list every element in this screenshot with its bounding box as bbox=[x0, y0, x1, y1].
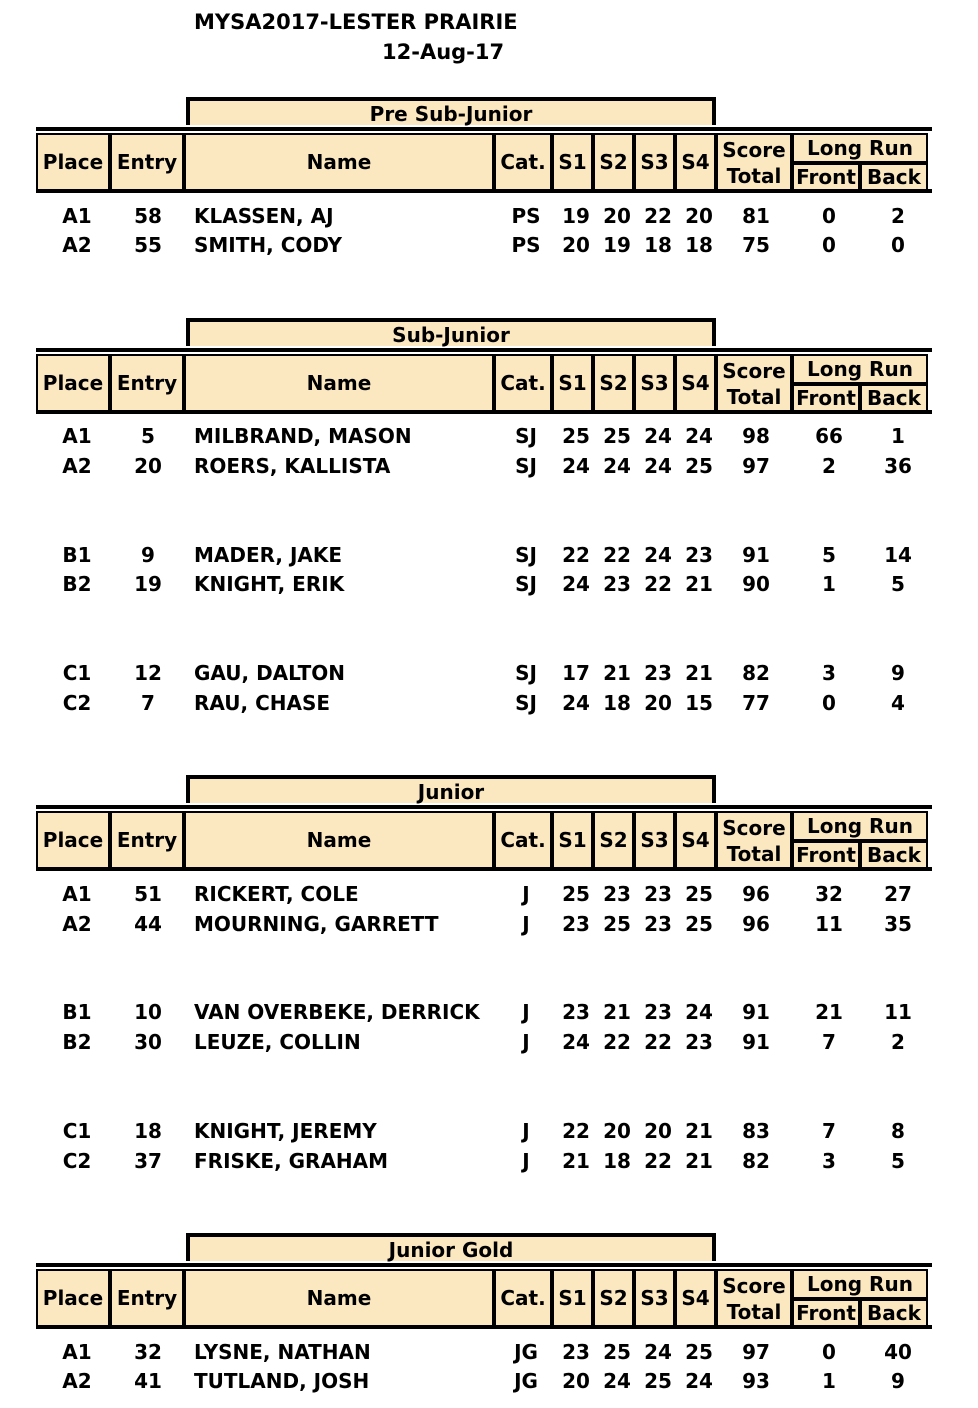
column-header-bar bbox=[36, 127, 932, 193]
header-total: Total bbox=[726, 164, 782, 188]
header-s1: S1 bbox=[552, 1269, 593, 1327]
cell-s2: 20 bbox=[603, 1119, 631, 1143]
cell-total: 81 bbox=[742, 204, 770, 228]
header-s2: S2 bbox=[593, 354, 634, 412]
header-total: Total bbox=[726, 842, 782, 866]
cell-s2: 22 bbox=[603, 1030, 631, 1054]
cell-entry: 55 bbox=[134, 233, 162, 257]
cell-name: LYSNE, NATHAN bbox=[194, 1340, 371, 1364]
table-row bbox=[0, 230, 978, 260]
cell-s4: 25 bbox=[685, 454, 713, 478]
cell-back: 11 bbox=[884, 1000, 912, 1024]
cell-name: SMITH, CODY bbox=[194, 233, 342, 257]
cell-front: 66 bbox=[815, 424, 843, 448]
cell-place: A2 bbox=[62, 912, 92, 936]
cell-s2: 24 bbox=[603, 1369, 631, 1393]
cell-s1: 25 bbox=[562, 424, 590, 448]
table-row bbox=[0, 1366, 978, 1396]
cell-cat: SJ bbox=[515, 691, 537, 715]
cell-entry: 41 bbox=[134, 1369, 162, 1393]
cell-entry: 7 bbox=[141, 691, 155, 715]
cell-front: 0 bbox=[822, 233, 836, 257]
cell-cat: J bbox=[522, 912, 530, 936]
cell-cat: J bbox=[522, 1119, 530, 1143]
cell-cat: J bbox=[522, 1000, 530, 1024]
table-row bbox=[0, 688, 978, 718]
cell-back: 2 bbox=[891, 1030, 905, 1054]
header-score-total bbox=[716, 1269, 792, 1327]
cell-s1: 20 bbox=[562, 1369, 590, 1393]
cell-cat: SJ bbox=[515, 424, 537, 448]
cell-s4: 23 bbox=[685, 543, 713, 567]
cell-name: LEUZE, COLLIN bbox=[194, 1030, 361, 1054]
cell-entry: 12 bbox=[134, 661, 162, 685]
header-back: Back bbox=[860, 1299, 928, 1327]
header-cat: Cat. bbox=[494, 811, 552, 869]
cell-s1: 22 bbox=[562, 543, 590, 567]
cell-place: B2 bbox=[62, 1030, 92, 1054]
cell-place: A2 bbox=[62, 233, 92, 257]
table-row bbox=[0, 540, 978, 570]
cell-s2: 25 bbox=[603, 424, 631, 448]
header-long-run: Long Run bbox=[792, 133, 928, 163]
cell-s2: 23 bbox=[603, 882, 631, 906]
cell-s3: 24 bbox=[644, 454, 672, 478]
cell-front: 0 bbox=[822, 1340, 836, 1364]
cell-cat: J bbox=[522, 882, 530, 906]
cell-front: 32 bbox=[815, 882, 843, 906]
results-section bbox=[0, 97, 978, 257]
cell-entry: 18 bbox=[134, 1119, 162, 1143]
cell-total: 77 bbox=[742, 691, 770, 715]
cell-back: 0 bbox=[891, 233, 905, 257]
cell-s3: 18 bbox=[644, 233, 672, 257]
cell-total: 83 bbox=[742, 1119, 770, 1143]
header-score: Score bbox=[722, 359, 786, 383]
cell-s4: 25 bbox=[685, 882, 713, 906]
header-s3: S3 bbox=[634, 133, 675, 191]
column-header-bar bbox=[36, 1263, 932, 1329]
cell-s1: 17 bbox=[562, 661, 590, 685]
cell-s4: 18 bbox=[685, 233, 713, 257]
cell-s2: 25 bbox=[603, 912, 631, 936]
cell-s4: 20 bbox=[685, 204, 713, 228]
cell-front: 1 bbox=[822, 572, 836, 596]
header-entry: Entry bbox=[110, 354, 184, 412]
cell-total: 91 bbox=[742, 543, 770, 567]
cell-s2: 22 bbox=[603, 543, 631, 567]
cell-name: MOURNING, GARRETT bbox=[194, 912, 439, 936]
cell-s3: 23 bbox=[644, 661, 672, 685]
header-cat: Cat. bbox=[494, 1269, 552, 1327]
cell-name: MILBRAND, MASON bbox=[194, 424, 412, 448]
results-section bbox=[0, 318, 978, 715]
table-row bbox=[0, 569, 978, 599]
cell-s3: 20 bbox=[644, 1119, 672, 1143]
cell-total: 90 bbox=[742, 572, 770, 596]
cell-s2: 23 bbox=[603, 572, 631, 596]
cell-s1: 22 bbox=[562, 1119, 590, 1143]
header-cat: Cat. bbox=[494, 133, 552, 191]
cell-total: 97 bbox=[742, 1340, 770, 1364]
header-cat: Cat. bbox=[494, 354, 552, 412]
cell-s4: 21 bbox=[685, 661, 713, 685]
cell-place: C2 bbox=[62, 691, 92, 715]
cell-s3: 22 bbox=[644, 204, 672, 228]
header-front: Front bbox=[792, 1299, 860, 1327]
cell-s3: 24 bbox=[644, 543, 672, 567]
cell-s3: 24 bbox=[644, 424, 672, 448]
cell-cat: SJ bbox=[515, 661, 537, 685]
cell-place: A1 bbox=[62, 1340, 92, 1364]
cell-s4: 23 bbox=[685, 1030, 713, 1054]
header-score-total bbox=[716, 811, 792, 869]
cell-back: 4 bbox=[891, 691, 905, 715]
cell-name: GAU, DALTON bbox=[194, 661, 345, 685]
cell-back: 35 bbox=[884, 912, 912, 936]
cell-s1: 24 bbox=[562, 454, 590, 478]
cell-front: 7 bbox=[822, 1030, 836, 1054]
cell-place: C1 bbox=[62, 1119, 92, 1143]
table-row bbox=[0, 201, 978, 231]
cell-total: 96 bbox=[742, 912, 770, 936]
header-name: Name bbox=[184, 354, 494, 412]
cell-back: 14 bbox=[884, 543, 912, 567]
cell-place: A1 bbox=[62, 204, 92, 228]
header-back: Back bbox=[860, 384, 928, 412]
cell-back: 36 bbox=[884, 454, 912, 478]
event-date: 12-Aug-17 bbox=[382, 40, 505, 64]
cell-place: A2 bbox=[62, 1369, 92, 1393]
header-place: Place bbox=[36, 354, 110, 412]
header-s2: S2 bbox=[593, 133, 634, 191]
cell-entry: 10 bbox=[134, 1000, 162, 1024]
cell-back: 5 bbox=[891, 1149, 905, 1173]
header-long-run: Long Run bbox=[792, 1269, 928, 1299]
cell-front: 3 bbox=[822, 661, 836, 685]
cell-s1: 21 bbox=[562, 1149, 590, 1173]
table-row bbox=[0, 1116, 978, 1146]
cell-total: 97 bbox=[742, 454, 770, 478]
cell-s4: 21 bbox=[685, 1149, 713, 1173]
cell-cat: PS bbox=[511, 233, 541, 257]
results-section bbox=[0, 775, 978, 1173]
cell-s2: 18 bbox=[603, 691, 631, 715]
cell-s2: 19 bbox=[603, 233, 631, 257]
header-place: Place bbox=[36, 1269, 110, 1327]
cell-front: 2 bbox=[822, 454, 836, 478]
cell-cat: JG bbox=[514, 1340, 538, 1364]
cell-s4: 24 bbox=[685, 1369, 713, 1393]
results-section bbox=[0, 1233, 978, 1393]
cell-front: 21 bbox=[815, 1000, 843, 1024]
header-score: Score bbox=[722, 816, 786, 840]
cell-s4: 21 bbox=[685, 1119, 713, 1143]
header-score-total bbox=[716, 354, 792, 412]
cell-entry: 19 bbox=[134, 572, 162, 596]
cell-s3: 25 bbox=[644, 1369, 672, 1393]
header-back: Back bbox=[860, 163, 928, 191]
cell-back: 9 bbox=[891, 661, 905, 685]
cell-s4: 21 bbox=[685, 572, 713, 596]
header-name: Name bbox=[184, 1269, 494, 1327]
cell-total: 96 bbox=[742, 882, 770, 906]
cell-name: VAN OVERBEKE, DERRICK bbox=[194, 1000, 480, 1024]
cell-front: 1 bbox=[822, 1369, 836, 1393]
cell-back: 9 bbox=[891, 1369, 905, 1393]
header-long-run: Long Run bbox=[792, 811, 928, 841]
cell-back: 27 bbox=[884, 882, 912, 906]
cell-cat: SJ bbox=[515, 543, 537, 567]
cell-entry: 20 bbox=[134, 454, 162, 478]
cell-total: 75 bbox=[742, 233, 770, 257]
cell-s4: 24 bbox=[685, 1000, 713, 1024]
header-place: Place bbox=[36, 133, 110, 191]
cell-cat: PS bbox=[511, 204, 541, 228]
cell-front: 0 bbox=[822, 691, 836, 715]
cell-place: A1 bbox=[62, 424, 92, 448]
cell-front: 0 bbox=[822, 204, 836, 228]
header-s4: S4 bbox=[675, 133, 716, 191]
cell-name: ROERS, KALLISTA bbox=[194, 454, 391, 478]
header-entry: Entry bbox=[110, 1269, 184, 1327]
header-score: Score bbox=[722, 1274, 786, 1298]
cell-s2: 18 bbox=[603, 1149, 631, 1173]
cell-s3: 22 bbox=[644, 572, 672, 596]
column-header-bar bbox=[36, 348, 932, 414]
cell-s1: 25 bbox=[562, 882, 590, 906]
cell-front: 7 bbox=[822, 1119, 836, 1143]
cell-s4: 25 bbox=[685, 1340, 713, 1364]
cell-entry: 44 bbox=[134, 912, 162, 936]
table-row bbox=[0, 421, 978, 451]
cell-total: 82 bbox=[742, 661, 770, 685]
cell-name: KNIGHT, ERIK bbox=[194, 572, 345, 596]
cell-s2: 20 bbox=[603, 204, 631, 228]
header-entry: Entry bbox=[110, 133, 184, 191]
cell-s1: 23 bbox=[562, 1000, 590, 1024]
header-s1: S1 bbox=[552, 354, 593, 412]
header-s1: S1 bbox=[552, 133, 593, 191]
header-s4: S4 bbox=[675, 1269, 716, 1327]
header-s3: S3 bbox=[634, 811, 675, 869]
cell-entry: 5 bbox=[141, 424, 155, 448]
cell-place: A1 bbox=[62, 882, 92, 906]
cell-back: 40 bbox=[884, 1340, 912, 1364]
cell-name: RAU, CHASE bbox=[194, 691, 331, 715]
cell-s3: 22 bbox=[644, 1030, 672, 1054]
header-name: Name bbox=[184, 133, 494, 191]
cell-s1: 19 bbox=[562, 204, 590, 228]
cell-total: 93 bbox=[742, 1369, 770, 1393]
cell-name: KLASSEN, AJ bbox=[194, 204, 334, 228]
cell-s1: 20 bbox=[562, 233, 590, 257]
table-row bbox=[0, 1027, 978, 1057]
table-row bbox=[0, 451, 978, 481]
cell-s3: 20 bbox=[644, 691, 672, 715]
table-row bbox=[0, 658, 978, 688]
column-header-bar bbox=[36, 805, 932, 871]
cell-entry: 9 bbox=[141, 543, 155, 567]
cell-name: TUTLAND, JOSH bbox=[194, 1369, 370, 1393]
cell-name: FRISKE, GRAHAM bbox=[194, 1149, 389, 1173]
header-s3: S3 bbox=[634, 354, 675, 412]
header-s4: S4 bbox=[675, 811, 716, 869]
cell-cat: JG bbox=[514, 1369, 538, 1393]
header-front: Front bbox=[792, 384, 860, 412]
section-title: Junior bbox=[186, 775, 716, 803]
cell-cat: SJ bbox=[515, 572, 537, 596]
cell-name: KNIGHT, JEREMY bbox=[194, 1119, 377, 1143]
cell-s4: 24 bbox=[685, 424, 713, 448]
cell-place: B1 bbox=[62, 1000, 92, 1024]
cell-s3: 23 bbox=[644, 912, 672, 936]
cell-front: 3 bbox=[822, 1149, 836, 1173]
header-score: Score bbox=[722, 138, 786, 162]
cell-place: C1 bbox=[62, 661, 92, 685]
cell-s3: 23 bbox=[644, 1000, 672, 1024]
table-row bbox=[0, 1146, 978, 1176]
cell-front: 11 bbox=[815, 912, 843, 936]
cell-s4: 25 bbox=[685, 912, 713, 936]
header-score-total bbox=[716, 133, 792, 191]
cell-back: 5 bbox=[891, 572, 905, 596]
cell-entry: 30 bbox=[134, 1030, 162, 1054]
cell-place: B2 bbox=[62, 572, 92, 596]
cell-entry: 32 bbox=[134, 1340, 162, 1364]
cell-name: RICKERT, COLE bbox=[194, 882, 359, 906]
cell-back: 8 bbox=[891, 1119, 905, 1143]
cell-s1: 23 bbox=[562, 912, 590, 936]
header-s3: S3 bbox=[634, 1269, 675, 1327]
cell-front: 5 bbox=[822, 543, 836, 567]
header-total: Total bbox=[726, 385, 782, 409]
cell-s3: 22 bbox=[644, 1149, 672, 1173]
cell-back: 2 bbox=[891, 204, 905, 228]
cell-cat: J bbox=[522, 1030, 530, 1054]
header-front: Front bbox=[792, 841, 860, 869]
header-name: Name bbox=[184, 811, 494, 869]
table-row bbox=[0, 1337, 978, 1367]
header-back: Back bbox=[860, 841, 928, 869]
header-front: Front bbox=[792, 163, 860, 191]
cell-s2: 21 bbox=[603, 1000, 631, 1024]
cell-total: 82 bbox=[742, 1149, 770, 1173]
section-title: Sub-Junior bbox=[186, 318, 716, 346]
cell-entry: 58 bbox=[134, 204, 162, 228]
cell-cat: SJ bbox=[515, 454, 537, 478]
cell-s3: 23 bbox=[644, 882, 672, 906]
header-s4: S4 bbox=[675, 354, 716, 412]
cell-place: B1 bbox=[62, 543, 92, 567]
header-s1: S1 bbox=[552, 811, 593, 869]
cell-place: A2 bbox=[62, 454, 92, 478]
section-title: Pre Sub-Junior bbox=[186, 97, 716, 125]
cell-s2: 25 bbox=[603, 1340, 631, 1364]
cell-s2: 21 bbox=[603, 661, 631, 685]
cell-back: 1 bbox=[891, 424, 905, 448]
header-entry: Entry bbox=[110, 811, 184, 869]
cell-entry: 37 bbox=[134, 1149, 162, 1173]
table-row bbox=[0, 997, 978, 1027]
cell-s1: 23 bbox=[562, 1340, 590, 1364]
cell-s2: 24 bbox=[603, 454, 631, 478]
table-row bbox=[0, 879, 978, 909]
cell-place: C2 bbox=[62, 1149, 92, 1173]
section-title: Junior Gold bbox=[186, 1233, 716, 1261]
header-s2: S2 bbox=[593, 811, 634, 869]
cell-s3: 24 bbox=[644, 1340, 672, 1364]
event-title: MYSA2017-LESTER PRAIRIE bbox=[194, 10, 518, 34]
cell-total: 91 bbox=[742, 1000, 770, 1024]
cell-cat: J bbox=[522, 1149, 530, 1173]
header-long-run: Long Run bbox=[792, 354, 928, 384]
cell-s4: 15 bbox=[685, 691, 713, 715]
cell-s1: 24 bbox=[562, 691, 590, 715]
cell-name: MADER, JAKE bbox=[194, 543, 343, 567]
cell-entry: 51 bbox=[134, 882, 162, 906]
header-total: Total bbox=[726, 1300, 782, 1324]
cell-s1: 24 bbox=[562, 1030, 590, 1054]
cell-total: 91 bbox=[742, 1030, 770, 1054]
header-place: Place bbox=[36, 811, 110, 869]
table-row bbox=[0, 909, 978, 939]
header-s2: S2 bbox=[593, 1269, 634, 1327]
cell-total: 98 bbox=[742, 424, 770, 448]
cell-s1: 24 bbox=[562, 572, 590, 596]
